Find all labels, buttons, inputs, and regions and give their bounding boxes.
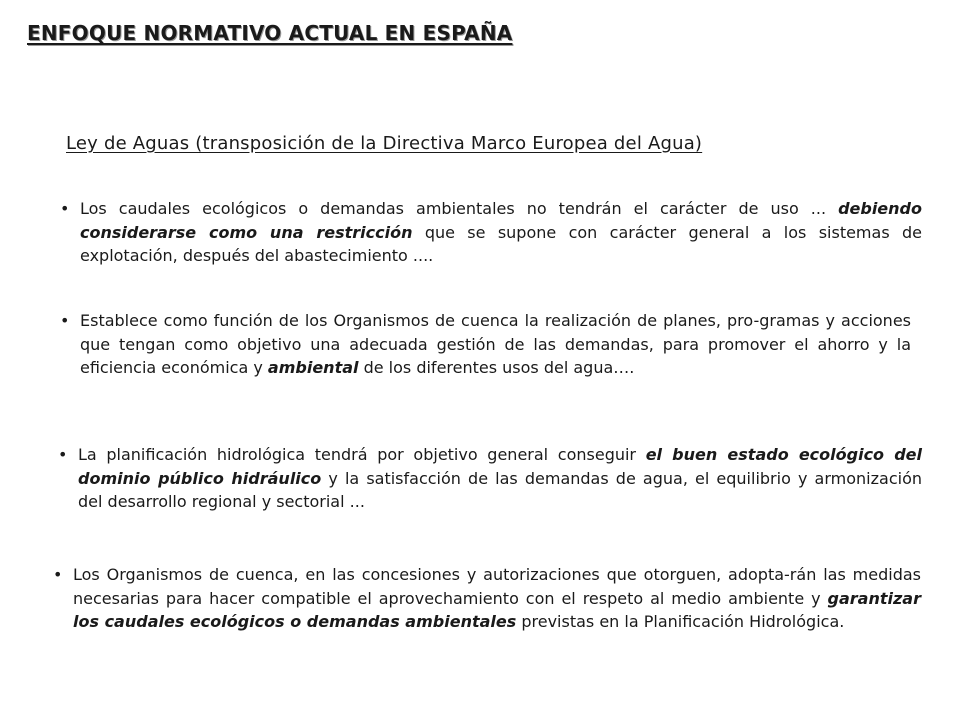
bullet-text: y la satisfacción de las demandas de agua, el equilibrio y armonización del desarrollo regional y sectorial ... <box>78 468 922 511</box>
bullet-item-1 <box>60 197 923 268</box>
bullet-text: que se supone con carácter general a los sistemas de explotación, después del abastecimiento .... <box>80 222 923 265</box>
bullet-dot: • <box>58 445 68 464</box>
bullet-text: Establece como función de los Organismos de cuenca la realización de planes, pro-gramas y acciones que tengan como objetivo una adecuada gestión de las demandas, para promover el ahorro y la eficiencia económica y <box>80 311 911 377</box>
bullet-item-3 <box>58 443 922 514</box>
bullet-text: Los Organismos de cuenca, en las concesiones y autorizaciones que otorguen, adopta-rán las medidas necesarias para hacer compatible el aprovechamiento con el respeto al medio ambiente y <box>73 565 921 608</box>
slide-title: ENFOQUE NORMATIVO ACTUAL EN ESPAÑA <box>27 21 513 45</box>
bullet-emphasis: ambiental <box>267 358 359 377</box>
bullet-text: La planificación hidrológica tendrá por objetivo general conseguir <box>78 445 646 464</box>
bullet-dot: • <box>60 199 70 218</box>
bullet-emphasis: debiendo considerarse como una restricción <box>80 199 922 242</box>
bullet-text: de los diferentes usos del agua…. <box>358 358 635 377</box>
bullet-dot: • <box>60 311 70 330</box>
slide-subtitle: Ley de Aguas (transposición de la Directiva Marco Europea del Agua) <box>66 133 703 154</box>
bullet-text: Los caudales ecológicos o demandas ambientales no tendrán el carácter de uso ... <box>80 199 839 218</box>
bullet-text: previstas en la Planificación Hidrológica. <box>516 612 845 631</box>
bullet-item-4 <box>53 563 921 634</box>
bullet-emphasis: garantizar los caudales ecológicos o demandas ambientales <box>73 588 921 631</box>
bullet-emphasis: el buen estado ecológico del dominio público hidráulico <box>78 445 922 488</box>
bullet-item-2 <box>60 309 911 380</box>
bullet-dot: • <box>53 565 63 584</box>
